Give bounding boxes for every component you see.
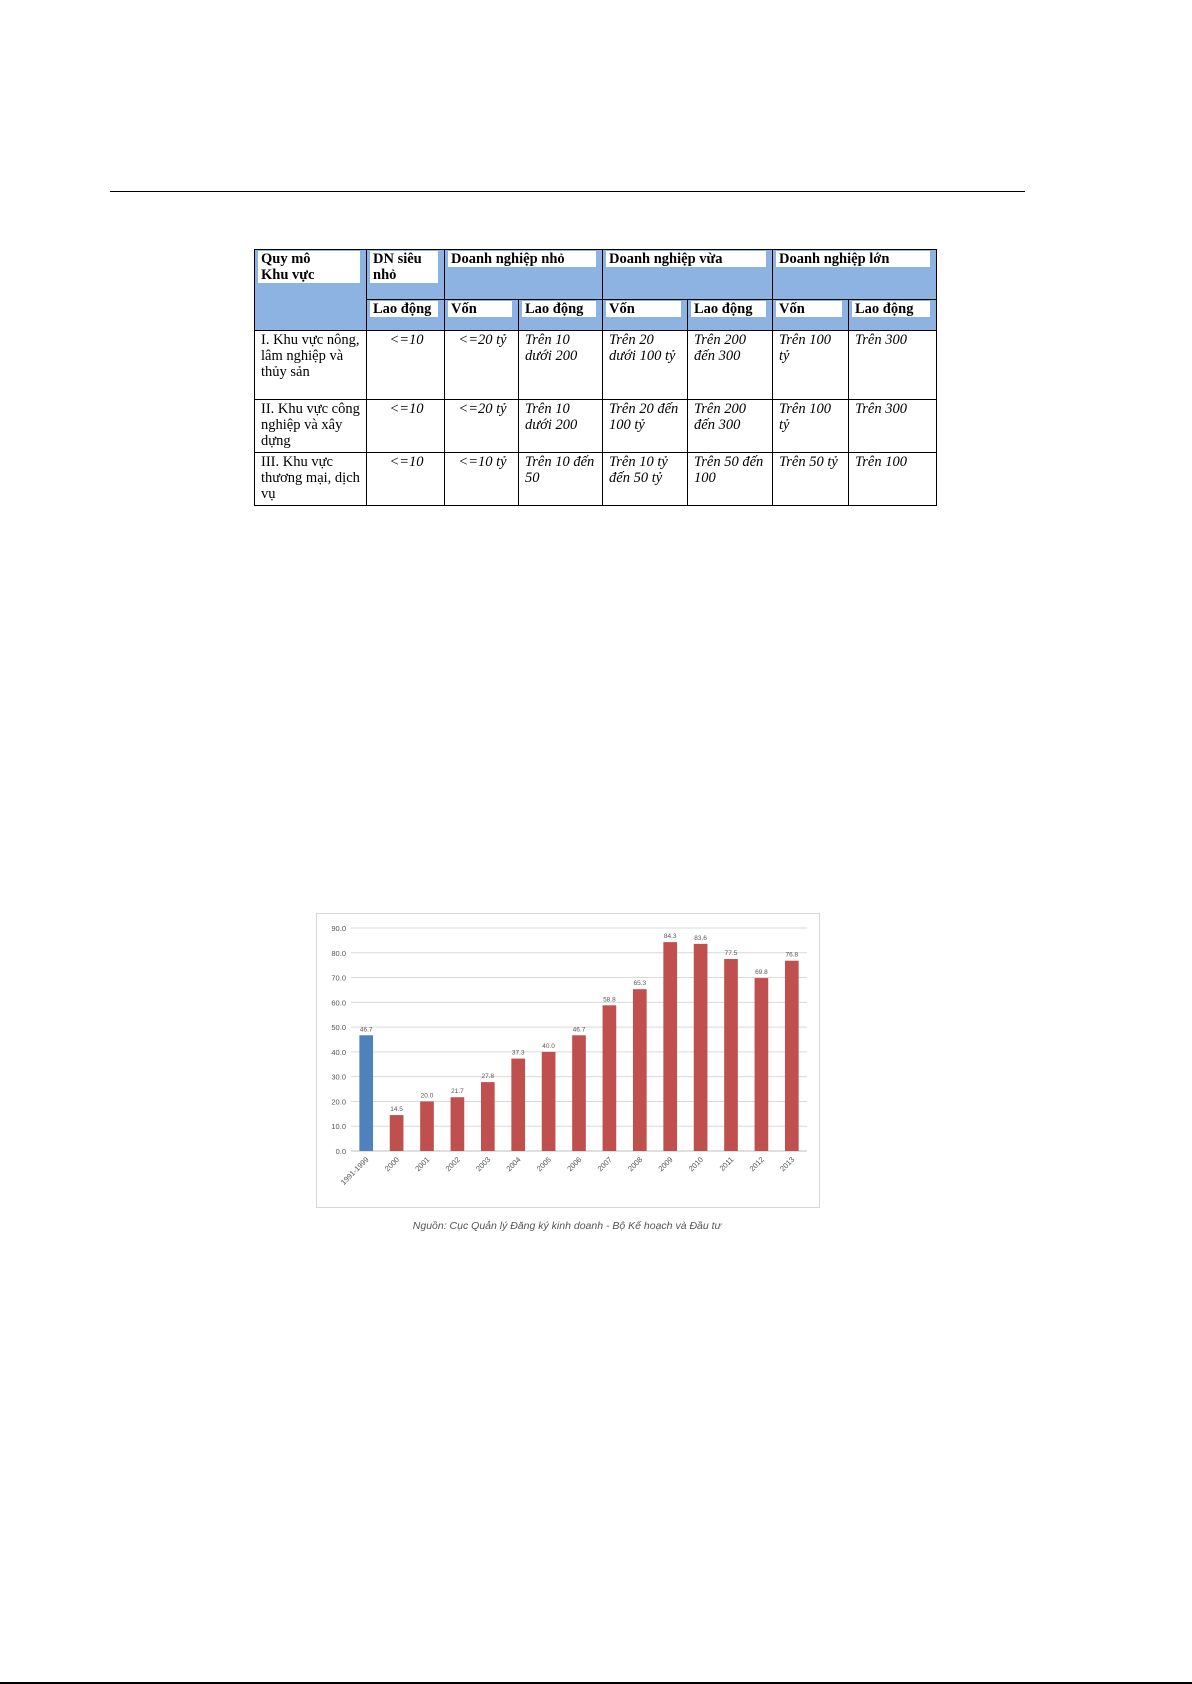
table-cell: Trên 20 dưới 100 tỷ [603, 331, 688, 400]
table-cell: Trên 10 dưới 200 [519, 331, 603, 400]
bar [481, 1082, 495, 1151]
bar [694, 944, 708, 1151]
row-label: I. Khu vực nông, lâm nghiệp và thủy sản [255, 331, 367, 400]
x-tick-label: 2004 [504, 1155, 523, 1174]
enterprise-size-table [254, 249, 937, 506]
table-cell: Trên 300 [849, 331, 937, 400]
bar [663, 942, 677, 1151]
x-tick-label: 2005 [534, 1155, 554, 1174]
table-cell: Trên 20 đến 100 tỷ [603, 400, 688, 453]
y-tick-label: 40.0 [331, 1047, 346, 1057]
table-cell: Trên 200 đến 300 [688, 400, 773, 453]
data-label: 46.7 [572, 1026, 586, 1034]
header-medium: Doanh nghiệp vừa [603, 250, 773, 300]
chart-source-note: Nguồn: Cục Quản lý Đăng ký kinh doanh - Bộ Kế hoạch và Đầu tư [412, 1220, 722, 1232]
table-cell: Trên 200 đến 300 [688, 331, 773, 400]
new-enterprises-chart [316, 913, 820, 1208]
data-label: 84.3 [663, 933, 677, 941]
table-row [255, 331, 937, 400]
bar [724, 959, 738, 1151]
table-cell: <=20 tỷ [445, 400, 519, 453]
header-quy-mo: Quy mô [261, 251, 311, 267]
header-small-capital: Vốn [445, 300, 519, 331]
bar [755, 978, 769, 1151]
y-tick-label: 90.0 [331, 924, 346, 933]
table-cell: Trên 100 tỷ [773, 400, 849, 453]
y-tick-label: 20.0 [331, 1097, 346, 1107]
y-tick-label: 0.0 [335, 1147, 346, 1156]
chart-canvas [317, 914, 819, 1207]
table-cell: Trên 50 đến 100 [688, 453, 773, 506]
x-tick-label: 2009 [656, 1155, 675, 1174]
header-large: Doanh nghiệp lớn [773, 250, 937, 300]
header-large-capital: Vốn [773, 300, 849, 331]
table-cell: <=20 tỷ [445, 331, 519, 400]
table-cell: <=10 [367, 400, 445, 453]
table-cell: Trên 10 đến 50 [519, 453, 603, 506]
table-cell: Trên 10 dưới 200 [519, 400, 603, 453]
header-medium-labor: Lao động [688, 300, 773, 331]
data-label: 46.7 [359, 1026, 373, 1034]
x-tick-label: 2012 [747, 1155, 766, 1174]
table-cell: <=10 tỷ [445, 453, 519, 506]
y-tick-label: 50.0 [331, 1023, 346, 1033]
header-scale-region [255, 250, 367, 331]
y-tick-label: 10.0 [331, 1122, 346, 1132]
header-large-labor: Lao động [849, 300, 937, 331]
bar [390, 1115, 404, 1151]
table-cell: Trên 100 tỷ [773, 331, 849, 400]
header-khu-vuc: Khu vực [261, 267, 315, 283]
x-tick-label: 2007 [595, 1155, 614, 1174]
x-tick-label: 2008 [626, 1155, 645, 1174]
bar [420, 1101, 434, 1151]
table-cell: Trên 10 tỷ đến 50 tỷ [603, 453, 688, 506]
row-label: II. Khu vực công nghiệp và xây dựng [255, 400, 367, 453]
data-label: 69.8 [755, 969, 768, 977]
data-label: 83.6 [694, 934, 707, 942]
header-micro-labor: Lao động [367, 300, 445, 331]
bar [359, 1035, 373, 1151]
header-medium-capital: Vốn [603, 300, 688, 331]
bar [451, 1097, 465, 1151]
data-label: 76.8 [785, 951, 799, 959]
data-label: 65.3 [633, 980, 647, 988]
table-cell: Trên 300 [849, 400, 937, 453]
bar [572, 1035, 586, 1151]
x-tick-label: 2000 [382, 1155, 402, 1174]
table-cell: <=10 [367, 331, 445, 400]
table-row [255, 453, 937, 506]
y-tick-label: 70.0 [331, 973, 346, 983]
data-label: 21.7 [451, 1088, 464, 1096]
data-label: 20.0 [420, 1092, 434, 1100]
data-label: 40.0 [542, 1042, 555, 1050]
y-tick-label: 60.0 [331, 998, 346, 1008]
bar [603, 1005, 617, 1151]
y-tick-label: 30.0 [331, 1072, 346, 1082]
data-label: 37.3 [511, 1049, 525, 1057]
bar [785, 961, 799, 1151]
data-label: 27.8 [481, 1073, 495, 1081]
x-tick-label: 2001 [413, 1155, 432, 1174]
table-row [255, 400, 937, 453]
x-tick-label: 2010 [686, 1155, 706, 1174]
bar [633, 989, 647, 1151]
x-tick-label: 1991-1999 [338, 1155, 371, 1187]
bar [542, 1052, 556, 1151]
data-label: 58.8 [603, 996, 616, 1004]
data-label: 77.5 [724, 949, 738, 957]
header-micro: DN siêu nhỏ [367, 250, 445, 300]
table-cell: <=10 [367, 453, 445, 506]
bar [511, 1059, 525, 1151]
header-rule [110, 191, 1025, 192]
x-tick-label: 2006 [565, 1155, 584, 1174]
x-tick-label: 2002 [443, 1155, 462, 1174]
x-tick-label: 2011 [717, 1155, 736, 1173]
header-small: Doanh nghiệp nhỏ [445, 250, 603, 300]
x-tick-label: 2003 [474, 1155, 493, 1174]
table-cell: Trên 50 tỷ [773, 453, 849, 506]
data-label: 14.5 [390, 1106, 403, 1114]
table-cell: Trên 100 [849, 453, 937, 506]
header-small-labor: Lao động [519, 300, 603, 331]
x-tick-label: 2013 [778, 1155, 797, 1174]
row-label: III. Khu vực thương mại, dịch vụ [255, 453, 367, 506]
y-tick-label: 80.0 [331, 948, 346, 958]
